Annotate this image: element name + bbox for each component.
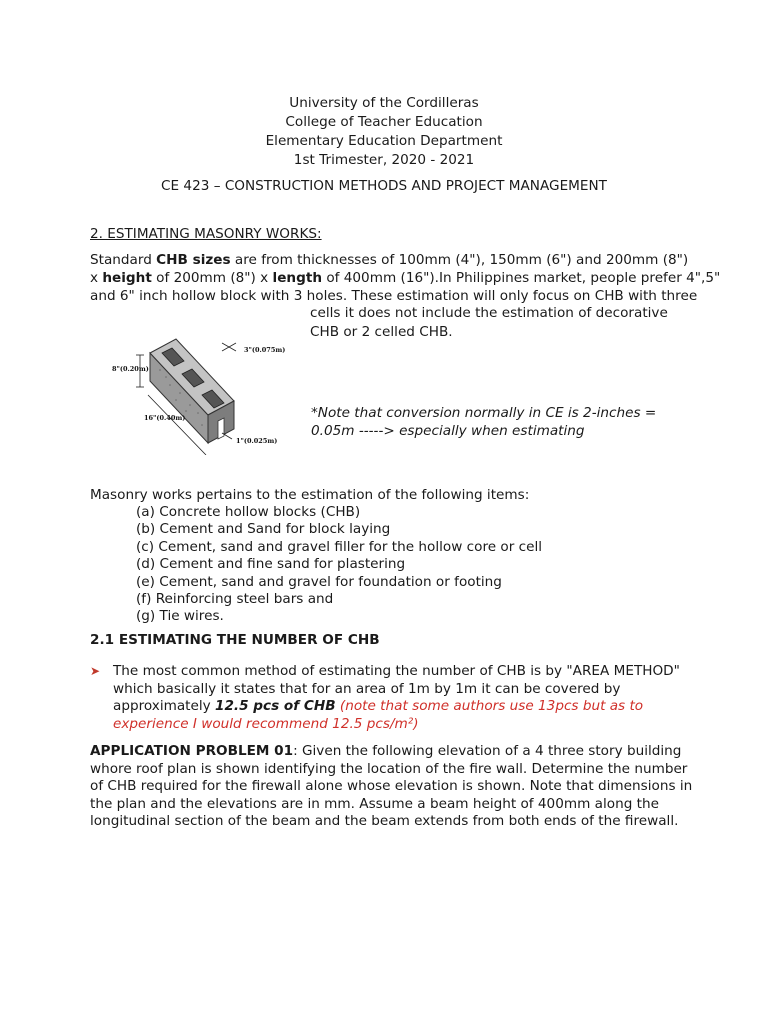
authors-note: (note that some authors use 13pcs but as to xyxy=(335,698,644,715)
intro-bold-term: CHB sizes xyxy=(156,252,231,268)
bullet-line xyxy=(113,698,713,716)
problem-line: the plan and the elevations are in mm. Assume a beam height of 400mm along the xyxy=(90,795,659,812)
list-item: (b) Cement and Sand for block laying xyxy=(136,521,391,538)
conversion-note xyxy=(311,405,656,441)
items-intro: Masonry works pertains to the estimation of the following items: xyxy=(90,487,530,503)
bullet-line: The most common method of estimating the number of CHB is by "AREA METHOD" xyxy=(113,663,680,679)
bullet-text xyxy=(113,663,713,733)
problem-line: of CHB required for the firewall alone whose elevation is shown. Note that dimensions in xyxy=(90,778,693,795)
length-label: 16"(0.40m) xyxy=(144,414,186,422)
list-item: (a) Concrete hollow blocks (CHB) xyxy=(136,504,361,520)
list-item: (c) Cement, sand and gravel filler for the hollow core or cell xyxy=(136,538,543,555)
department-name: Elementary Education Department xyxy=(265,133,503,149)
intro-paragraph xyxy=(90,252,721,306)
intro-text: x xyxy=(90,270,103,286)
bullet-text-span: approximately xyxy=(113,698,216,715)
subsection-title: 2.1 ESTIMATING THE NUMBER OF CHB xyxy=(90,632,380,648)
thickness-label: 3"(0.075m) xyxy=(244,346,286,354)
masonry-items-list xyxy=(136,504,542,626)
intro-continuation xyxy=(310,305,668,343)
note-line: 0.05m -----> especially when estimating xyxy=(311,423,585,439)
list-item: (e) Cement, sand and gravel for foundation or footing xyxy=(136,573,502,590)
note-line: *Note that conversion normally in CE is 2-inches = xyxy=(311,405,657,421)
intro-line xyxy=(90,252,690,270)
college-name: College of Teacher Education xyxy=(285,114,483,130)
intro-text: of 200mm (8") x xyxy=(151,270,273,286)
intro-text: are from thicknesses of 100mm (4"), 150mm (6") and 200mm (8") xyxy=(230,252,689,268)
problem-line: whore roof plan is shown identifying the location of the fire wall. Determine the number xyxy=(90,760,688,777)
problem-line xyxy=(90,743,730,761)
web-label: 1"(0.025m) xyxy=(236,437,278,445)
course-title: CE 423 – CONSTRUCTION METHODS AND PROJECT MANAGEMENT xyxy=(161,178,607,194)
problem-text: : Given the following elevation of a 4 three story building xyxy=(293,743,682,759)
intro-line xyxy=(90,270,721,288)
list-item: (d) Cement and fine sand for plastering xyxy=(136,556,406,573)
university-name: University of the Cordilleras xyxy=(289,95,479,111)
application-problem xyxy=(90,743,730,831)
intro-line: and 6" inch hollow block with 3 holes. These estimation will only focus on CHB with three xyxy=(90,288,698,304)
arrow-bullet-icon: ➤ xyxy=(90,664,101,678)
section-title: 2. ESTIMATING MASONRY WORKS: xyxy=(90,226,322,242)
problem-line: longitudinal section of the beam and the beam extends from both ends of the firewall. xyxy=(90,813,679,830)
chb-illustration xyxy=(110,315,300,455)
block-notch xyxy=(218,418,224,439)
problem-label: APPLICATION PROBLEM 01 xyxy=(90,743,294,759)
bullet-line: experience I would recommend 12.5 pcs/m²) xyxy=(113,715,419,732)
intro-text: Standard xyxy=(90,252,157,268)
intro-line: CHB or 2 celled CHB. xyxy=(310,324,453,340)
list-item: (f) Reinforcing steel bars and xyxy=(136,590,334,607)
intro-text: of 400mm (16").In Philippines market, people prefer 4",5" xyxy=(322,270,721,286)
intro-line: cells it does not include the estimation of decorative xyxy=(310,305,668,321)
term-label: 1st Trimester, 2020 - 2021 xyxy=(293,152,475,168)
list-item: (g) Tie wires. xyxy=(136,608,224,625)
chb-rate-highlight: 12.5 pcs of CHB xyxy=(215,698,336,715)
height-label: 8"(0.20m) xyxy=(112,365,149,373)
bullet-line: which basically it states that for an area of 1m by 1m it can be covered by xyxy=(113,680,621,697)
intro-bold-term: height xyxy=(102,270,152,286)
intro-bold-term: length xyxy=(272,270,323,286)
document-header xyxy=(0,94,768,170)
